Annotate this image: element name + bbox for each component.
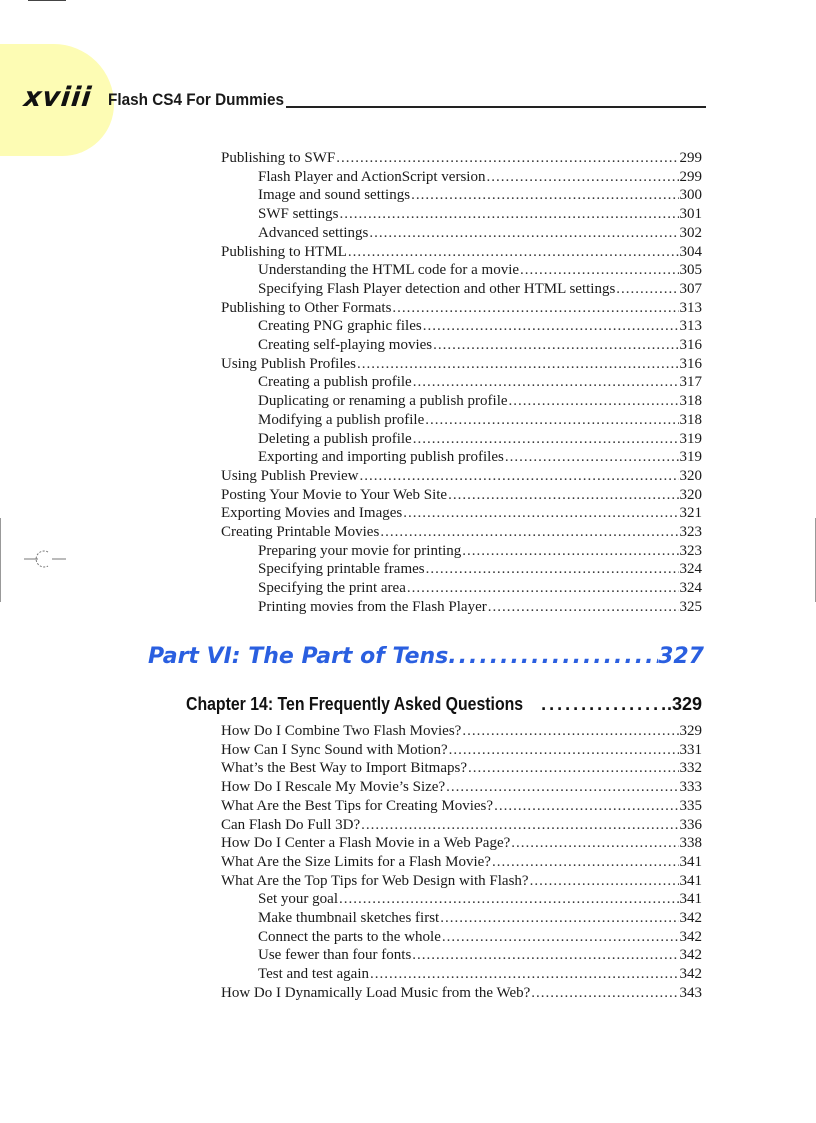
toc-entry-page: 341 (679, 853, 702, 870)
toc-entry-leader (411, 186, 678, 204)
toc-entry-label: What Are the Best Tips for Creating Movies? (221, 797, 494, 814)
toc-entry-label: What’s the Best Way to Import Bitmaps? (221, 760, 467, 777)
toc-entry (258, 205, 702, 223)
toc-entry (221, 759, 702, 777)
part-title: Part VI: The Part of Tens (148, 644, 449, 669)
toc-entry-page: 321 (679, 505, 702, 522)
toc-entry-label: Exporting Movies and Images (221, 505, 403, 522)
toc-entry (221, 486, 702, 504)
toc-entry-leader (361, 816, 678, 834)
toc-entry-label: Creating a publish profile (258, 374, 412, 391)
toc-entry-label: What Are the Top Tips for Web Design with Flash? (221, 872, 529, 889)
toc-entry-leader (336, 149, 678, 167)
toc-entry (258, 392, 702, 410)
toc-entry-label: How Do I Center a Flash Movie in a Web Page? (221, 835, 511, 852)
toc-entry-leader (370, 965, 679, 983)
toc-entry-page: 313 (679, 299, 702, 316)
toc-entry (258, 598, 702, 616)
toc-entry-label: Set your goal (258, 891, 338, 908)
toc-entry-page: 324 (679, 580, 702, 597)
toc-entry (258, 224, 702, 242)
toc-entry-label: Specifying printable frames (258, 561, 425, 578)
toc-entry-label: Connect the parts to the whole (258, 928, 441, 945)
toc-entry (221, 741, 702, 759)
toc-entry-leader (442, 928, 679, 946)
toc-entry-leader (449, 741, 679, 759)
toc-entry-page: 300 (679, 187, 702, 204)
toc-entry-label: How Do I Rescale My Movie’s Size? (221, 779, 446, 796)
toc-entry-leader (488, 598, 679, 616)
toc-entry-page: 317 (679, 374, 702, 391)
toc-entry-label: Can Flash Do Full 3D? (221, 816, 361, 833)
toc-entry-label: Modifying a publish profile (258, 411, 425, 428)
toc-entry (221, 467, 702, 485)
toc-entry (221, 872, 702, 890)
toc-entry (221, 984, 702, 1002)
toc-entry-label: Creating Printable Movies (221, 524, 380, 540)
toc-entry-leader (509, 392, 679, 410)
toc-entry-leader (440, 909, 678, 927)
toc-entry-label: Posting Your Movie to Your Web Site (221, 486, 448, 503)
toc-entry-label: How Do I Combine Two Flash Movies? (221, 723, 462, 739)
toc-entry-page: 319 (679, 449, 702, 466)
part-page: 327 (658, 644, 704, 669)
toc-entry-page: 318 (679, 411, 702, 428)
toc-entry-page: 342 (679, 947, 702, 964)
toc-entry-leader (413, 430, 679, 448)
toc-entry (258, 579, 702, 597)
toc-entry-leader (339, 890, 679, 908)
toc-entry-page: 333 (679, 779, 702, 796)
toc-entry-label: Specifying the print area (258, 580, 406, 597)
toc-entry (221, 816, 702, 834)
toc-entry (221, 523, 702, 541)
toc-entry-label: How Can I Sync Sound with Motion? (221, 741, 448, 758)
page-number: xviii (22, 82, 94, 113)
toc-entry-page: 316 (679, 337, 702, 353)
toc-entry-page: 342 (679, 928, 702, 945)
toc-entry-label: Duplicating or renaming a publish profile (258, 393, 508, 410)
chapter-page: .329 (666, 694, 702, 714)
toc-entry (258, 448, 702, 466)
part-heading (148, 644, 704, 669)
toc-entry-page: 320 (679, 486, 702, 503)
toc-entry-page: 299 (679, 168, 702, 185)
toc-entry-leader (511, 834, 678, 852)
toc-entry (258, 965, 702, 983)
toc-entry-label: Preparing your movie for printing (258, 542, 462, 559)
toc-entry-leader (425, 411, 678, 429)
toc-entry-leader (433, 336, 678, 354)
toc-entry (258, 280, 702, 298)
toc-entry (258, 373, 702, 391)
toc-entry-page: 335 (679, 797, 702, 814)
toc-entry-label: Test and test again (258, 966, 369, 983)
toc-entry-label: Flash Player and ActionScript version (258, 168, 486, 185)
toc-entry-page: 323 (679, 524, 702, 540)
toc-entry-leader (392, 299, 678, 317)
toc-entry-label: SWF settings (258, 206, 339, 223)
toc-entry-leader (486, 168, 678, 186)
toc-entry-page: 307 (679, 280, 702, 297)
toc-entry-label: Using Publish Profiles (221, 355, 357, 372)
toc-entry-label: What Are the Size Limits for a Flash Movie? (221, 853, 491, 870)
toc-entry-label: How Do I Dynamically Load Music from the Web? (221, 984, 531, 1001)
chapter-leader (541, 694, 667, 715)
toc-entry-page: 302 (679, 224, 702, 241)
toc-entry (221, 504, 702, 522)
toc-entry (258, 168, 702, 186)
toc-entry-leader (407, 579, 679, 597)
toc-entry (221, 797, 702, 815)
toc-entry (221, 722, 702, 740)
toc-entry-label: Advanced settings (258, 224, 369, 241)
toc-entry-label: Creating PNG graphic files (258, 318, 422, 335)
toc-entry-label: Printing movies from the Flash Player (258, 598, 487, 615)
toc-entry-label: Understanding the HTML code for a movie (258, 262, 520, 279)
toc-entry-leader (339, 205, 678, 223)
toc-entry-page: 301 (679, 206, 702, 223)
toc-entry-leader (520, 261, 678, 279)
toc-entry-label: Deleting a publish profile (258, 430, 412, 447)
toc-entry-leader (468, 759, 679, 777)
toc-entry-page: 305 (679, 262, 702, 279)
toc-entry-leader (369, 224, 678, 242)
toc-entry-page: 329 (679, 723, 702, 739)
toc-entry (258, 186, 702, 204)
toc-entry (258, 542, 702, 560)
toc-entry-page: 338 (679, 835, 702, 852)
toc-entry-label: Make thumbnail sketches first (258, 910, 440, 926)
toc-entry-label: Specifying Flash Player detection and other HTML settings (258, 280, 616, 297)
toc-entry-page: 320 (679, 467, 702, 484)
toc-entry-page: 332 (679, 760, 702, 777)
toc-entry-page: 319 (679, 430, 702, 447)
toc-entry-page: 318 (679, 393, 702, 410)
toc-entry (221, 149, 702, 167)
toc-entry-label: Publishing to SWF (221, 150, 336, 166)
toc-entry (221, 778, 702, 796)
chapter-title: Chapter 14: Ten Frequently Asked Questions (186, 694, 524, 714)
toc-entry-page: 342 (679, 966, 702, 983)
toc-entry-label: Use fewer than four fonts (258, 947, 412, 964)
toc-entry (258, 560, 702, 578)
toc-entry-page: 341 (679, 891, 702, 908)
toc-entry (258, 411, 702, 429)
toc-entry-page: 323 (679, 542, 702, 559)
toc-entry-leader (494, 797, 678, 815)
toc-entry-leader (380, 523, 678, 541)
toc-entry-page: 342 (679, 910, 702, 926)
toc-entry-page: 341 (679, 872, 702, 889)
toc-entry (221, 853, 702, 871)
part-leader (448, 644, 658, 669)
toc-entry-label: Using Publish Preview (221, 467, 359, 484)
toc-entry-label: Publishing to HTML (221, 243, 347, 260)
toc-entry-leader (530, 872, 679, 890)
toc-entry (221, 355, 702, 373)
toc-entry-leader (360, 467, 679, 485)
toc-entry-page: 313 (679, 318, 702, 335)
toc-entry (258, 317, 702, 335)
toc-entry-page: 304 (679, 243, 702, 260)
toc-entry-leader (423, 317, 679, 335)
toc-entry (258, 890, 702, 908)
toc-entry-leader (426, 560, 679, 578)
toc-entry-leader (412, 946, 678, 964)
toc-entry-page: 299 (679, 150, 702, 166)
toc-entry-leader (446, 778, 678, 796)
toc-entry (221, 243, 702, 261)
chapter-heading (186, 694, 702, 715)
toc-entry-leader (357, 355, 678, 373)
toc-entry-label: Image and sound settings (258, 187, 411, 204)
toc-entry-page: 316 (679, 355, 702, 372)
book-title: Flash CS4 For Dummies (108, 90, 285, 109)
toc-entry-label: Creating self-playing movies (258, 337, 433, 353)
toc-entry-leader (492, 853, 679, 871)
toc-entry (258, 909, 702, 927)
toc-entry-label: Exporting and importing publish profiles (258, 449, 504, 466)
toc-entry-leader (462, 542, 678, 560)
toc-entry-leader (448, 486, 678, 504)
toc-entry (258, 336, 702, 354)
toc-entry-leader (531, 984, 678, 1002)
toc-entry-leader (462, 722, 678, 740)
toc-entry-page: 325 (679, 598, 702, 615)
toc-entry-leader (505, 448, 679, 466)
toc-entry-leader (403, 504, 678, 522)
toc-entry (221, 299, 702, 317)
toc-entry (258, 261, 702, 279)
toc-entry-page: 331 (679, 741, 702, 758)
toc-entry-label: Publishing to Other Formats (221, 299, 392, 316)
toc-entry-leader (616, 280, 678, 298)
toc-entry (258, 928, 702, 946)
toc-entry-page: 343 (679, 984, 702, 1001)
toc-entry (221, 834, 702, 852)
toc-entry-page: 336 (679, 816, 702, 833)
toc-entry-leader (413, 373, 679, 391)
toc-entry-page: 324 (679, 561, 702, 578)
toc-entry-leader (348, 243, 679, 261)
toc-entry (258, 946, 702, 964)
toc-entry (258, 430, 702, 448)
